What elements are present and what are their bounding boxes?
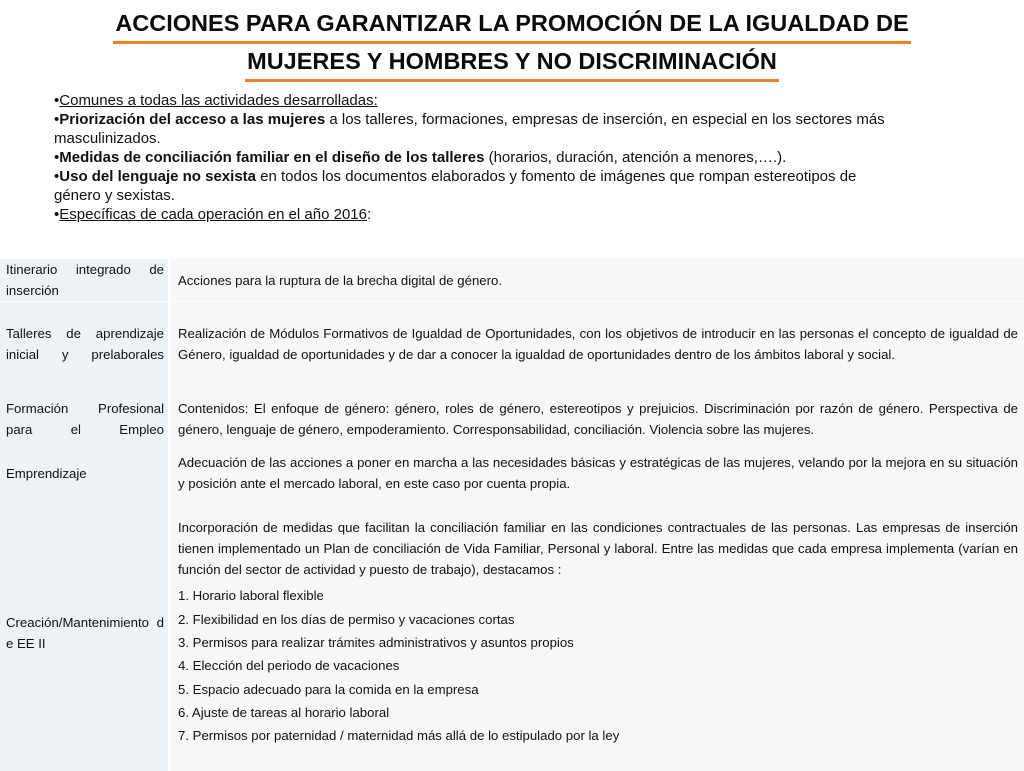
bullet-1-bold: Priorización del acceso a las mujeres <box>59 111 325 128</box>
bullet-3-rest: en todos los documentos elaborados y fomento de imágenes que rompan estereotipos de género y sexistas. <box>54 168 856 204</box>
table-row <box>0 452 1024 494</box>
bullet-1-rest: a los talleres, formaciones, empresas de inserción, en especial en los sectores más masculinizados. <box>54 111 885 147</box>
table-row <box>0 259 1024 302</box>
list-item: 2. Flexibilidad en los días de permiso y vacaciones cortas <box>178 608 1018 631</box>
title-line-1: ACCIONES PARA GARANTIZAR LA PROMOCIÓN DE LA IGUALDAD DE <box>113 6 910 44</box>
row-text <box>170 494 1024 771</box>
list-item: 1. Horario laboral flexible <box>178 584 1018 607</box>
row-label: Formación Profesional para el Empleo <box>0 386 170 452</box>
bullet-1: •Priorización del acceso a las mujeres a los talleres, formaciones, empresas de inserción, en especial en los sectores más masculinizados. <box>54 110 904 148</box>
table-row <box>0 386 1024 452</box>
slide-title <box>0 6 1024 82</box>
table-row <box>0 494 1024 771</box>
bullet-specific: •Específicas de cada operación en el año 2016: <box>54 205 904 224</box>
list-item: 4. Elección del periodo de vacaciones <box>178 654 1018 677</box>
list-item: 6. Ajuste de tareas al horario laboral <box>178 701 1018 724</box>
title-line-2: MUJERES Y HOMBRES Y NO DISCRIMINACIÓN <box>245 44 779 82</box>
list-item: 5. Espacio adecuado para la comida en la empresa <box>178 678 1018 701</box>
bullet-3: •Uso del lenguaje no sexista en todos los documentos elaborados y fomento de imágenes que rompan estereotipos de género y sexistas. <box>54 167 904 205</box>
row-label: Talleres de aprendizaje inicial y prelaborales <box>0 302 170 387</box>
row-intro-text: Incorporación de medidas que facilitan la conciliación familiar en las condiciones contractuales de las personas. Las empresas de inserción tienen implementado un Plan de conciliación de Vida Familiar, Personal y laboral. Entre las medidas que cada empresa implementa (varían en función del sector de actividad y puesto de trabajo), destacamos : <box>178 517 1018 580</box>
bullet-specific-colon: : <box>367 206 371 223</box>
bullet-specific-text: Específicas de cada operación en el año 2016 <box>59 206 367 223</box>
row-text: Acciones para la ruptura de la brecha digital de género. <box>170 259 1024 302</box>
bullet-common: •Comunes a todas las actividades desarrolladas: <box>54 91 904 110</box>
row-text: Realización de Módulos Formativos de Igualdad de Oportunidades, con los objetivos de introducir en las personas el concepto de igualdad de Género, igualdad de oportunidades y de dar a conocer la igualdad de oportunidades dentro de los ámbitos laboral y social. <box>170 302 1024 387</box>
list-item: 7. Permisos por paternidad / maternidad más allá de lo estipulado por la ley <box>178 724 1018 747</box>
bullet-list <box>54 91 904 224</box>
measures-list <box>178 584 1018 747</box>
row-label: Emprendizaje <box>0 452 170 494</box>
bullet-2-bold: Medidas de conciliación familiar en el diseño de los talleres <box>59 149 484 166</box>
bullet-3-bold: Uso del lenguaje no sexista <box>59 168 256 185</box>
operations-table <box>0 259 1024 771</box>
row-label: Creación/Mantenimiento de EE II <box>0 494 170 771</box>
row-text: Contenidos: El enfoque de género: género, roles de género, estereotipos y prejuicios. Discriminación por razón de género. Perspectiva de género, lenguaje de género, empoderamiento. Corresponsabilidad, conciliación. Violencia sobre las mujeres. <box>170 386 1024 452</box>
bullet-common-text: Comunes a todas las actividades desarrolladas: <box>59 92 378 109</box>
table-row <box>0 302 1024 387</box>
bullet-2-rest: (horarios, duración, atención a menores,….). <box>484 149 786 166</box>
row-label: Itinerario integrado de inserción <box>0 259 170 302</box>
list-item: 3. Permisos para realizar trámites administrativos y asuntos propios <box>178 631 1018 654</box>
row-text: Adecuación de las acciones a poner en marcha a las necesidades básicas y estratégicas de las mujeres, velando por la mejora en su situación y posición ante el mercado laboral, en este caso por cuenta propia. <box>170 452 1024 494</box>
bullet-2: •Medidas de conciliación familiar en el diseño de los talleres (horarios, duración, atención a menores,….). <box>54 148 904 167</box>
